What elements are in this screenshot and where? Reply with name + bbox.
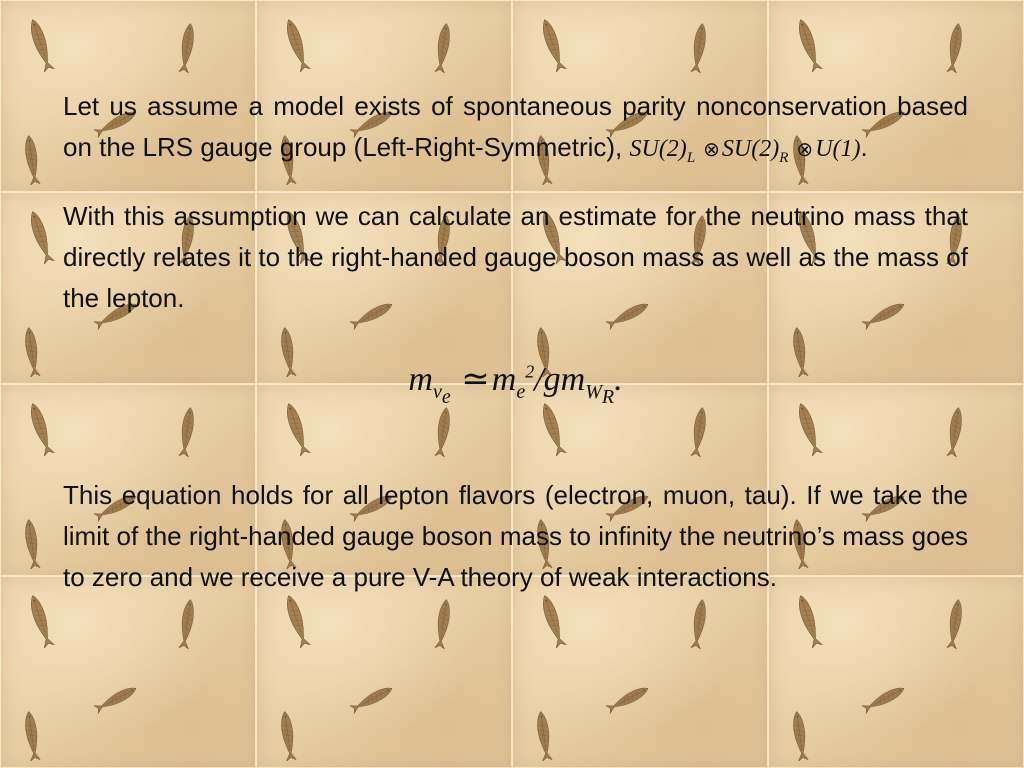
eq-squared: 2	[525, 361, 535, 382]
fossil-fish-icon	[16, 129, 48, 192]
fossil-fish-icon	[854, 676, 914, 722]
sentence-period: .	[860, 132, 868, 162]
paragraph-lrs-model	[63, 86, 968, 171]
eq-e: e	[516, 380, 526, 403]
subscript-r: R	[779, 149, 789, 166]
eq-e-sub: e	[441, 385, 451, 408]
fossil-fish-icon	[786, 10, 831, 81]
paragraph-text: Let us assume a model exists of spontaneous parity nonconservation based on the LRS gauge group (Left-Right-Symmetric),	[63, 91, 968, 162]
fossil-fish-icon	[18, 586, 63, 657]
eq-over-gm: /gm	[534, 361, 586, 398]
gauge-group-formula	[629, 136, 861, 166]
tensor-product-symbol: ⊗	[796, 139, 814, 161]
fossil-fish-icon	[18, 394, 63, 465]
fossil-fish-icon	[342, 676, 402, 722]
fossil-fish-icon	[598, 676, 658, 722]
fossil-fish-icon	[86, 676, 146, 722]
fossil-fish-icon	[272, 705, 304, 768]
eq-period: .	[614, 361, 623, 398]
eq-m-electron: m	[491, 361, 517, 398]
fossil-fish-icon	[939, 17, 971, 80]
eq-nu: ν	[432, 380, 442, 403]
tensor-product-symbol: ⊗	[703, 139, 720, 161]
eq-r: R	[601, 385, 615, 408]
fossil-fish-icon	[683, 17, 715, 80]
paragraph-neutrino-estimate: With this assumption we can calculate an estimate for the neutrino mass that directly relates it to the right-handed gauge boson mass as well as the mass of the lepton.	[63, 201, 968, 313]
slide-content	[63, 86, 968, 623]
fossil-fish-icon	[427, 17, 459, 80]
fossil-fish-icon	[16, 513, 48, 576]
fossil-fish-icon	[171, 17, 203, 80]
fossil-fish-icon	[16, 705, 48, 768]
fossil-fish-icon	[18, 202, 63, 273]
neutrino-mass-equation	[63, 345, 968, 415]
subscript-l: L	[686, 149, 696, 166]
fossil-fish-icon	[18, 10, 63, 81]
eq-m: m	[408, 361, 433, 398]
eq-w: W	[585, 380, 602, 403]
paragraph-limit-va-theory: This equation holds for all lepton flavors (electron, muon, tau). If we take the limit of the right-handed gauge boson mass to infinity the neutrino’s mass goes to zero and we receive a pure V-A theory of weak interactions.	[63, 480, 968, 592]
fossil-fish-icon	[16, 321, 48, 384]
fossil-fish-icon	[274, 10, 319, 81]
u1-group: U(1)	[815, 136, 861, 162]
su2-right: SU(2)	[721, 136, 780, 162]
su2-left: SU(2)	[629, 136, 687, 162]
fossil-fish-icon	[530, 10, 575, 81]
fossil-fish-icon	[784, 705, 816, 768]
approx-equal-symbol: ≃	[461, 361, 490, 398]
fossil-fish-icon	[528, 705, 560, 768]
